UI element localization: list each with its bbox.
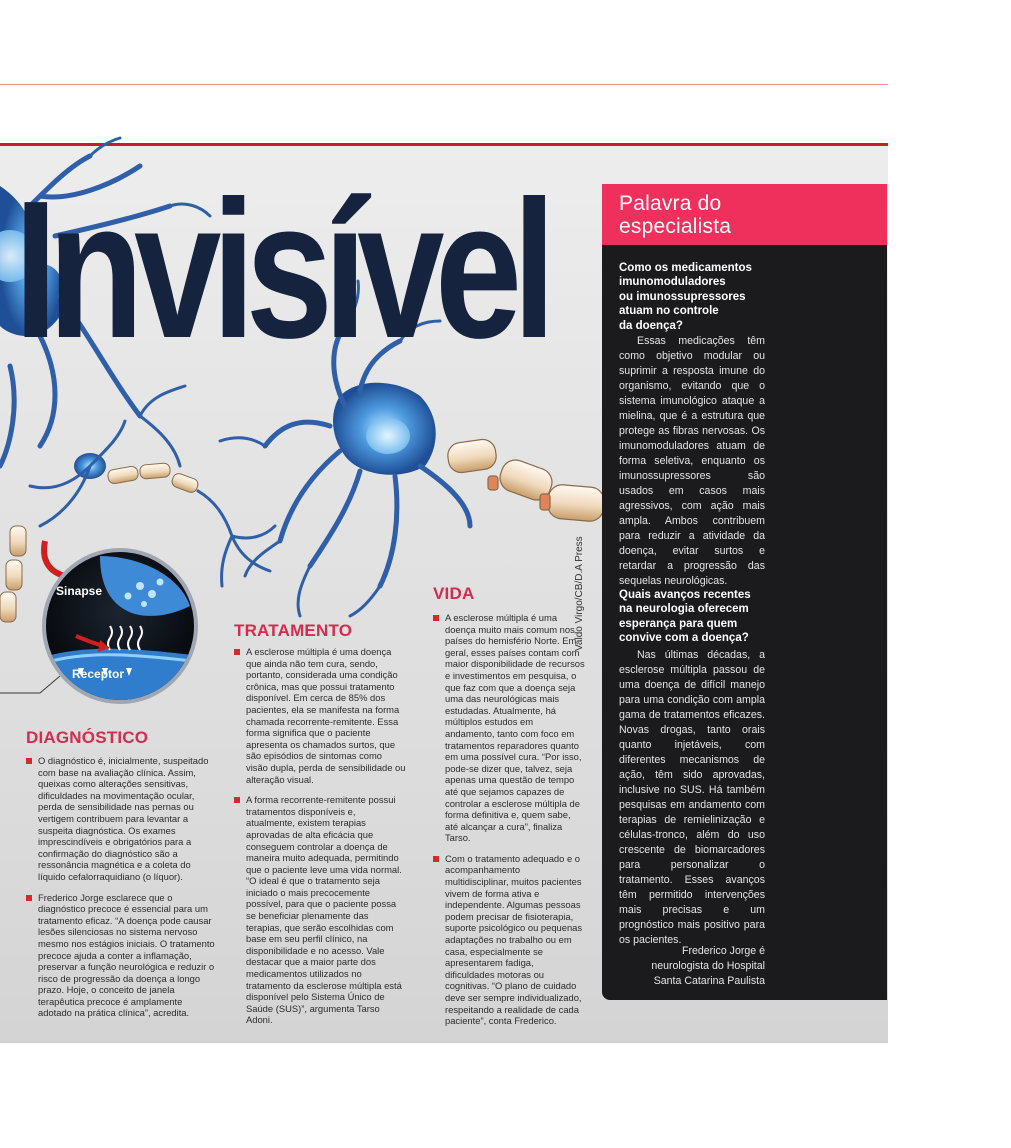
receptor-label: Receptor — [72, 667, 125, 681]
bullet-square — [26, 758, 32, 764]
headline: Invisível — [14, 160, 547, 379]
synapse-inset — [40, 546, 200, 706]
vida-paragraph-1-text: A esclerose múltipla é uma doença muito mais comum nos países do hemisfério Norte. Em geral, esses países contam com maior disponibilidade de recursos e investimentos em pesquisa, o que faz com que a doença seja uma das neurológicas mais estudadas. Atualmente, há múltiplos estudos em andamento, tanto com foco em tratamentos reparadores quanto em uma possível cura. “Por isso, pode-se dizer que, talvez, seja apenas uma questão de tempo até que sejamos capazes de controlar a esclerose múltipla de forma definitiva e, quem sabe, até alcançar a cura”, finaliza Tarso. — [445, 612, 585, 844]
diagnostico-paragraph-2-text: Frederico Jorge esclarece que o diagnóstico precoce é essencial para um tratamento eficaz. “A doença pode causar lesões silenciosas no sistema nervoso mesmo nos estágios iniciais. O tratamento precoce ajuda a conter a inflamação, preservar a função neurológica e reduzir o risco de progressão da doença a longo prazo. Hoje, o conceito de janela terapêutica precoce é amplamente adotado na prática clínica”, acredita. — [38, 891, 215, 1019]
bullet-square — [433, 615, 439, 621]
tratamento-paragraph-1 — [234, 646, 406, 785]
diagnostico-column — [26, 755, 218, 1028]
panel-bottom-rule — [0, 1042, 888, 1043]
sidebar-answer-2: Nas últimas décadas, a esclerose múltipla passou de uma doença de difícil manejo para uma condição com ampla gama de tratamentos eficazes. Novas drogas, tanto orais quanto injetáveis, com diferentes mecanismos de ação, têm sido aprovadas, inclusive no SUS. Há também pesquisas em andamento com terapias de remielinização e células-tronco, além do uso crescente de biomarcadores para personalizar o tratamento. Esses avanços têm permitido intervenções mais precisas e um prognóstico mais positivo para os pacientes. — [619, 649, 765, 946]
sidebar-header — [602, 184, 887, 245]
expert-sidebar — [602, 184, 887, 1000]
synapse-diagram — [40, 546, 200, 706]
tratamento-heading: TRATAMENTO — [234, 621, 353, 640]
bullet-square — [433, 856, 439, 862]
diagnostico-paragraph-1 — [26, 755, 218, 883]
sidebar-signature: Frederico Jorge é neurologista do Hospital Santa Catarina Paulista — [651, 945, 765, 987]
bullet-square — [234, 649, 240, 655]
top-divider — [0, 84, 888, 85]
tratamento-paragraph-1-text: A esclerose múltipla é uma doença que ainda não tem cura, sendo, portanto, considerada uma condição crônica, mas que possui tratamento disponível. Em cerca de 85% dos pacientes, ela se manifesta na forma chamada recorrente-remitente. Essa forma significa que o paciente apresenta os chamados surtos, que são episódios de sintomas como visão dupla, perda de sensibilidade ou alteração visual. — [246, 646, 406, 785]
axon-left — [0, 526, 26, 622]
vida-column — [433, 612, 585, 1036]
diagnostico-paragraph-1-text: O diagnóstico é, inicialmente, suspeitado com base na avaliação clínica. Assim, queixas como alterações sensitivas, dificuldades na movimentação ocular, perda de sensibilidade nas pernas ou vertigem contribuem para levantar a suspeita diagnóstica. Os exames imprescindíveis e obrigatórios para a confirmação do diagnóstico são a ressonância magnética e a coleta do líquido cefalorraquidiano (o líquor). — [38, 755, 209, 882]
vida-paragraph-2 — [433, 853, 585, 1027]
bullet-square — [234, 797, 240, 803]
sidebar-question-1: Como os medicamentos imunomoduladores ou imunossupressores atuam no controle da doença? — [619, 262, 752, 332]
synapse-label: Sinapse — [56, 584, 103, 598]
sidebar-answer-1: Essas medicações têm como objetivo modular ou suprimir a resposta imune do organismo, evitando que o sistema imunológico ataque a mielina, que é a estrutura que protege as fibras nervosas. Os imunomoduladores atuam de forma seletiva, enquanto os imunossupressores são usados em casos mais agressivos, com ação mais ampla. Ambos contribuem para reduzir a atividade da doença, evitar surtos e retardar a progressão das sequelas neurológicas. — [619, 335, 765, 587]
photo-credit: Valdo Virgo/CB/D.A Press — [574, 536, 585, 651]
sidebar-title: Palavra do especialista — [619, 192, 732, 238]
tratamento-paragraph-2 — [234, 794, 406, 1026]
diagnostico-paragraph-2 — [26, 892, 218, 1020]
vida-paragraph-2-text: Com o tratamento adequado e o acompanhamento multidisciplinar, muitos pacientes vivem de forma ativa e independente. Algumas pessoas podem precisar de fisioterapia, suporte psicológico ou pequenas adaptações no trabalho ou em casa, especialmente se apresentarem fadiga, dificuldades motoras ou cognitivas. “O plano de cuidado deve ser sempre individualizado, respeitando a realidade de cada paciente”, conta Frederico. — [445, 852, 583, 1027]
vida-heading: VIDA — [433, 584, 475, 603]
vida-paragraph-1 — [433, 612, 585, 844]
bullet-square — [26, 895, 32, 901]
tratamento-paragraph-2-text: A forma recorrente-remitente possui tratamentos disponíveis e, atualmente, existem terapias aprovadas de alta eficácia que conseguem controlar a doença de maneira muito adequada, permitindo que o paciente leve uma vida normal. “O ideal é que o tratamento seja iniciado o mais precocemente possível, para que o paciente possa se beneficiar plenamente das terapias, que serão escolhidas com base em seu perfil clínico, na disponibilidade e no acesso. Vale destacar que a maior parte dos medicamentos utilizados no tratamento da esclerose múltipla está disponível pelo Sistema Único de Saúde (SUS)”, argumenta Tarso Adoni. — [246, 794, 402, 1026]
tratamento-column — [234, 646, 406, 1035]
sidebar-question-2: Quais avanços recentes na neurologia oferecem esperança para quem convive com a doença? — [619, 589, 751, 645]
diagnostico-heading: DIAGNÓSTICO — [26, 728, 149, 747]
